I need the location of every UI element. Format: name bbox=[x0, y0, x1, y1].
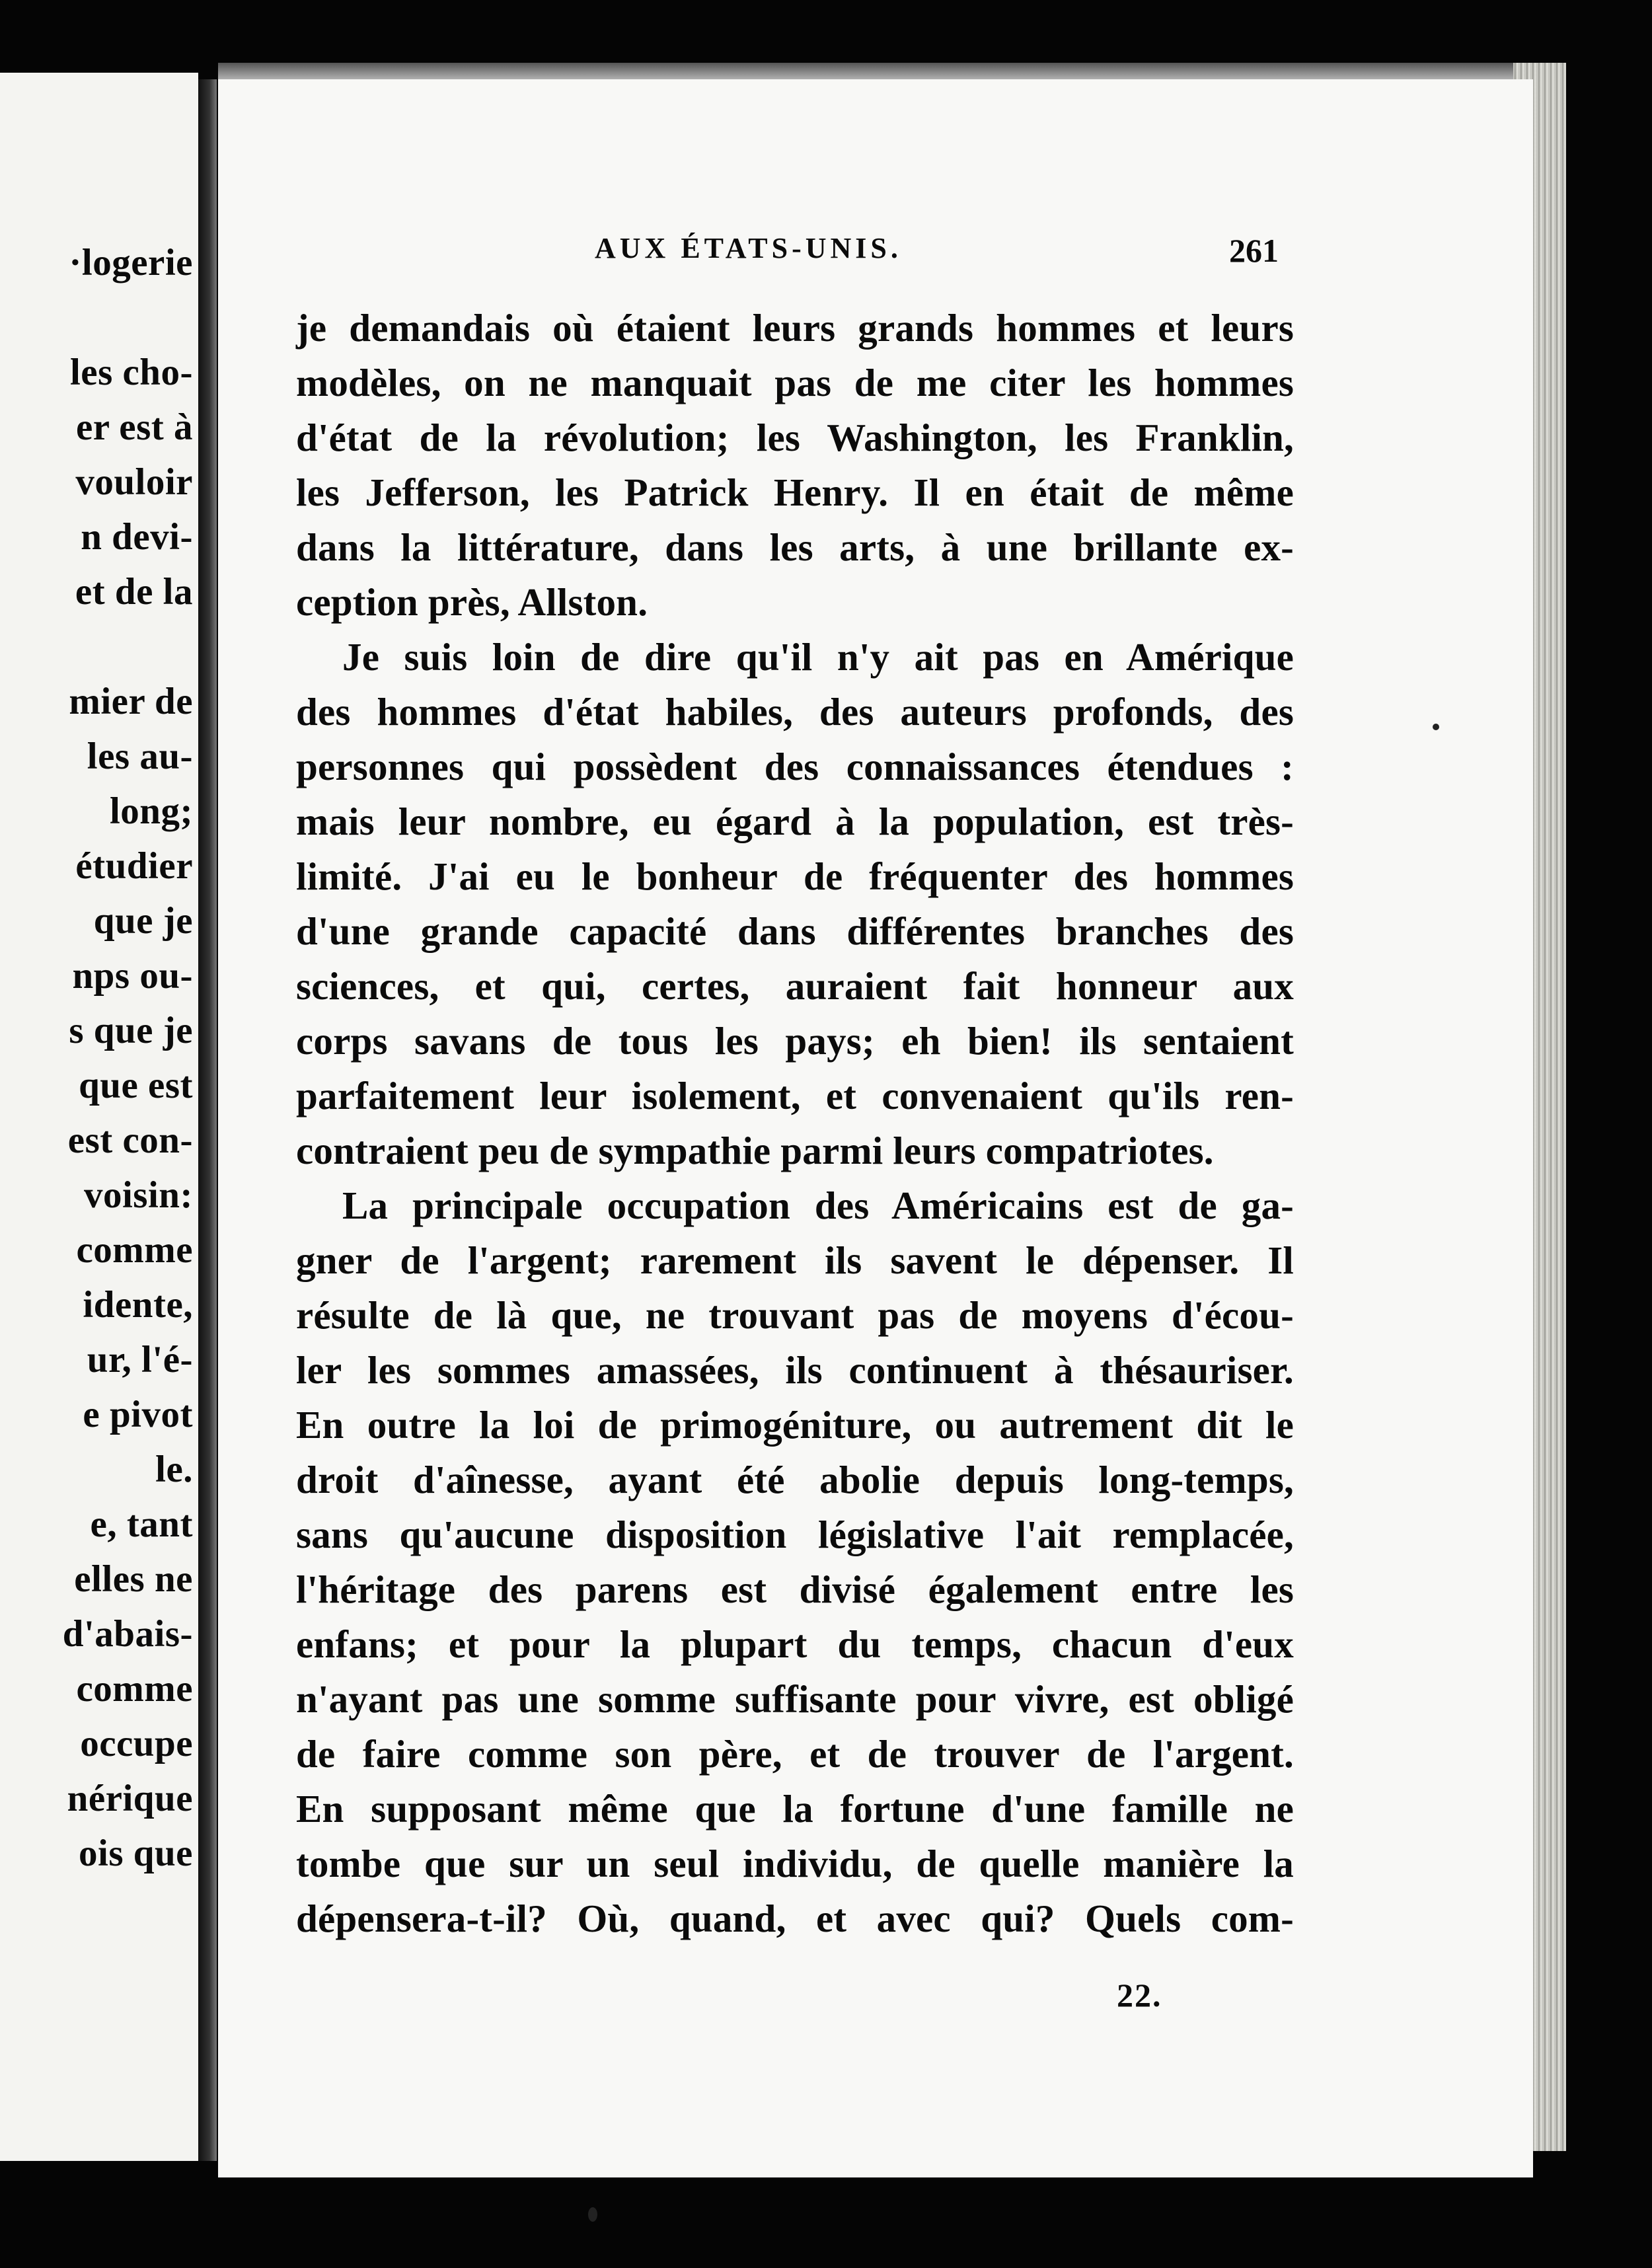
left-page-line: er est à bbox=[75, 406, 193, 448]
body-line: sciences, et qui, certes, auraient fait honneur aux bbox=[296, 964, 1294, 1008]
left-page-line: long; bbox=[109, 790, 193, 832]
body-line: d'une grande capacité dans différentes branches des bbox=[296, 909, 1294, 953]
page-top-edge bbox=[218, 63, 1520, 81]
left-page-line: comme bbox=[76, 1229, 193, 1271]
body-line: de faire comme son père, et de trouver de l'argent. bbox=[296, 1732, 1294, 1776]
left-page-line: est con- bbox=[67, 1119, 193, 1161]
body-line: parfaitement leur isolement, et convenaient qu'ils ren- bbox=[296, 1074, 1294, 1117]
left-page-line: occupe bbox=[80, 1723, 193, 1764]
body-line: droit d'aînesse, ayant été abolie depuis long-temps, bbox=[296, 1458, 1294, 1501]
body-line: tombe que sur un seul individu, de quelle manière la bbox=[296, 1842, 1294, 1885]
body-line: contraient peu de sympathie parmi leurs compatriotes. bbox=[296, 1129, 1214, 1172]
left-page-line: ·logerie bbox=[69, 242, 193, 284]
body-line: La principale occupation des Américains est de ga- bbox=[342, 1184, 1294, 1227]
left-page-line: voisin: bbox=[83, 1174, 193, 1216]
left-page-line: e, tant bbox=[90, 1503, 193, 1545]
left-page-line: elles ne bbox=[74, 1558, 193, 1600]
ink-speck bbox=[588, 2207, 597, 2222]
left-page-line: que est bbox=[79, 1065, 193, 1106]
body-line: En supposant même que la fortune d'une famille ne bbox=[296, 1787, 1294, 1831]
body-line: sans qu'aucune disposition législative l'ait remplacée, bbox=[296, 1513, 1294, 1556]
body-text bbox=[296, 301, 1294, 1946]
left-page-line: nérique bbox=[67, 1778, 193, 1819]
body-line: résulte de là que, ne trouvant pas de moyens d'écou- bbox=[296, 1293, 1294, 1337]
left-page-line: nps ou- bbox=[72, 955, 193, 997]
left-page-line: s que je bbox=[69, 1010, 193, 1051]
left-page-line: n devi- bbox=[81, 516, 193, 558]
body-line: personnes qui possèdent des connaissances étendues : bbox=[296, 745, 1294, 788]
body-line: dans la littérature, dans les arts, à une brillante ex- bbox=[296, 525, 1294, 569]
ink-speck bbox=[1433, 724, 1439, 730]
body-line: enfans; et pour la plupart du temps, chacun d'eux bbox=[296, 1622, 1294, 1666]
left-page-line: comme bbox=[76, 1668, 193, 1710]
page-number: 261 bbox=[1229, 232, 1279, 269]
left-page-line: et de la bbox=[75, 571, 193, 613]
body-line: Je suis loin de dire qu'il n'y ait pas en Amérique bbox=[342, 635, 1294, 679]
body-line: les Jefferson, les Patrick Henry. Il en était de même bbox=[296, 471, 1294, 514]
left-page-line: mier de bbox=[69, 681, 193, 722]
body-line: l'héritage des parens est divisé également entre les bbox=[296, 1568, 1294, 1611]
previous-page bbox=[0, 73, 198, 2161]
book-gutter bbox=[198, 79, 217, 2161]
body-line: ception près, Allston. bbox=[296, 580, 648, 624]
body-line: ler les sommes amassées, ils continuent à thésauriser. bbox=[296, 1348, 1294, 1392]
left-page-line: étudier bbox=[75, 845, 193, 887]
body-line: n'ayant pas une somme suffisante pour vivre, est obligé bbox=[296, 1677, 1294, 1721]
left-page-line: les au- bbox=[87, 736, 193, 777]
running-head: AUX ÉTATS-UNIS. bbox=[595, 232, 902, 264]
body-line: modèles, on ne manquait pas de me citer les hommes bbox=[296, 361, 1294, 404]
body-line: mais leur nombre, eu égard à la population, est très- bbox=[296, 800, 1294, 843]
body-line: En outre la loi de primogéniture, ou autrement dit le bbox=[296, 1403, 1294, 1447]
left-page-line: le. bbox=[155, 1449, 193, 1490]
left-page-line: ois que bbox=[79, 1833, 193, 1874]
left-page-line: e pivot bbox=[83, 1394, 193, 1435]
signature-mark: 22. bbox=[1117, 1977, 1162, 2014]
left-page-line: ur, l'é- bbox=[87, 1339, 193, 1380]
body-line: je demandais où étaient leurs grands hommes et leurs bbox=[296, 306, 1294, 350]
left-page-line: d'abais- bbox=[62, 1613, 193, 1655]
left-page-line: que je bbox=[93, 900, 193, 942]
body-line: des hommes d'état habiles, des auteurs profonds, des bbox=[296, 690, 1294, 734]
body-line: gner de l'argent; rarement ils savent le dépenser. Il bbox=[296, 1238, 1294, 1282]
left-page-line: les cho- bbox=[69, 352, 193, 393]
left-page-line: idente, bbox=[83, 1284, 193, 1326]
body-line: corps savans de tous les pays; eh bien! ils sentaient bbox=[296, 1019, 1294, 1063]
body-line: d'état de la révolution; les Washington, les Franklin, bbox=[296, 416, 1294, 459]
left-page-line: vouloir bbox=[75, 461, 193, 503]
body-line: limité. J'ai eu le bonheur de fréquenter des hommes bbox=[296, 854, 1294, 898]
body-line: dépensera-t-il? Où, quand, et avec qui? Quels com- bbox=[296, 1897, 1294, 1940]
